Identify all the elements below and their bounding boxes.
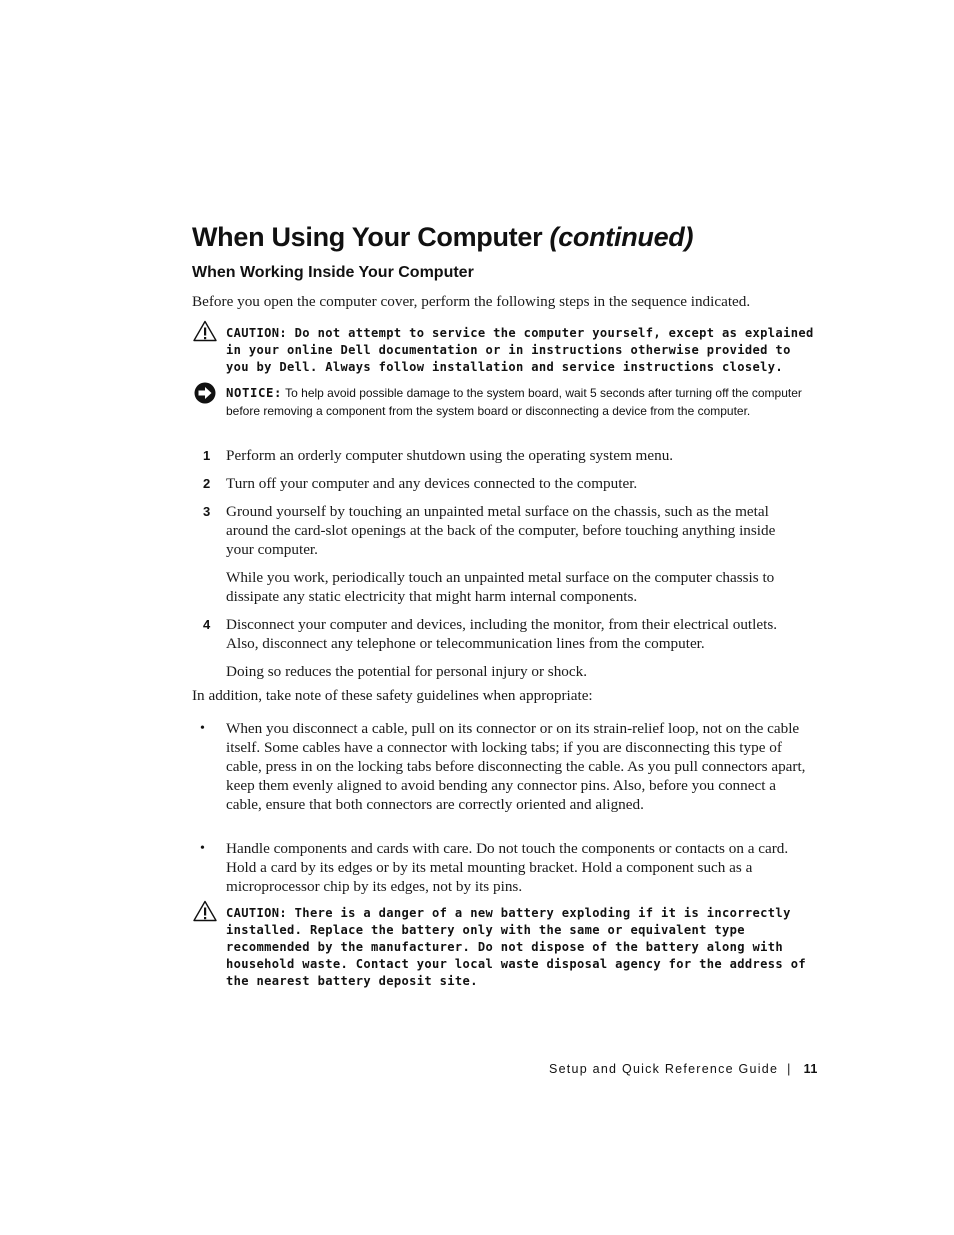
footer-separator: | bbox=[787, 1062, 792, 1076]
warning-triangle-icon bbox=[193, 320, 217, 342]
step-number: 3 bbox=[203, 504, 211, 519]
intro-paragraph: Before you open the computer cover, perform the following steps in the sequence indicated. bbox=[192, 293, 751, 310]
step-text: Perform an orderly computer shutdown using the operating system menu. bbox=[226, 447, 674, 464]
caution-note: CAUTION: Do not attempt to service the computer yourself, except as explained in your online Dell documentation or in instructions otherwise provided to you by Dell. Always follow installation and service instructions closely. bbox=[226, 326, 814, 374]
bullet-marker: • bbox=[200, 721, 205, 736]
page-title bbox=[192, 222, 693, 253]
warning-triangle-icon bbox=[193, 900, 217, 922]
notice-label: NOTICE: bbox=[226, 386, 283, 400]
page-footer bbox=[549, 1062, 818, 1076]
notice-body: To help avoid possible damage to the system board, wait 5 seconds after turning off the computer before removing a component from the system board or disconnecting a device from the computer. bbox=[226, 386, 802, 418]
notice-note bbox=[226, 385, 816, 420]
step-number: 2 bbox=[203, 476, 211, 491]
list-item: Handle components and cards with care. Do not touch the components or contacts on a card. Hold a card by its edges or by its metal mounting bracket. Hold a component such as a microprocessor chip by its edges, not by its pins. bbox=[226, 840, 789, 895]
list-item: When you disconnect a cable, pull on its connector or on its strain-relief loop, not on the cable itself. Some cables have a connector with locking tabs; if you are disconnecting this type of cable, press in on the locking tabs before disconnecting the cable. As you pull connectors apart, keep them evenly aligned to avoid bending any connector pins. Also, before you connect a cable, ensure that both connectors are correctly oriented and aligned. bbox=[226, 720, 806, 813]
guidelines-intro: In addition, take note of these safety guidelines when appropriate: bbox=[192, 687, 593, 704]
step-text: Disconnect your computer and devices, including the monitor, from their electrical outlets. Also, disconnect any telephone or telecommunication lines from the computer. bbox=[226, 616, 778, 652]
step-number: 1 bbox=[203, 448, 211, 463]
section-heading: When Working Inside Your Computer bbox=[192, 264, 474, 281]
step-text: Turn off your computer and any devices connected to the computer. bbox=[226, 475, 638, 492]
page-title-main: When Using Your Computer bbox=[192, 222, 543, 252]
step-number: 4 bbox=[203, 617, 211, 632]
page-title-continued: (continued) bbox=[549, 222, 694, 252]
step-note: Doing so reduces the potential for personal injury or shock. bbox=[226, 663, 588, 680]
footer-guide-title: Setup and Quick Reference Guide bbox=[549, 1062, 779, 1076]
step-note: While you work, periodically touch an unpainted metal surface on the computer chassis to dissipate any static electricity that might harm internal components. bbox=[226, 569, 775, 605]
page-number: 11 bbox=[803, 1062, 818, 1076]
caution-note: CAUTION: There is a danger of a new battery exploding if it is incorrectly installed. Replace the battery only with the same or equivalent type recommended by the manufacturer. Do not dispose of the battery along with household waste. Contact your local waste disposal agency for the address of the nearest battery deposit site. bbox=[226, 906, 806, 988]
notice-arrow-icon bbox=[193, 382, 217, 404]
bullet-marker: • bbox=[200, 841, 205, 856]
step-text: Ground yourself by touching an unpainted metal surface on the chassis, such as the metal around the card-slot openings at the back of the computer, before touching anything inside your computer. bbox=[226, 503, 776, 558]
